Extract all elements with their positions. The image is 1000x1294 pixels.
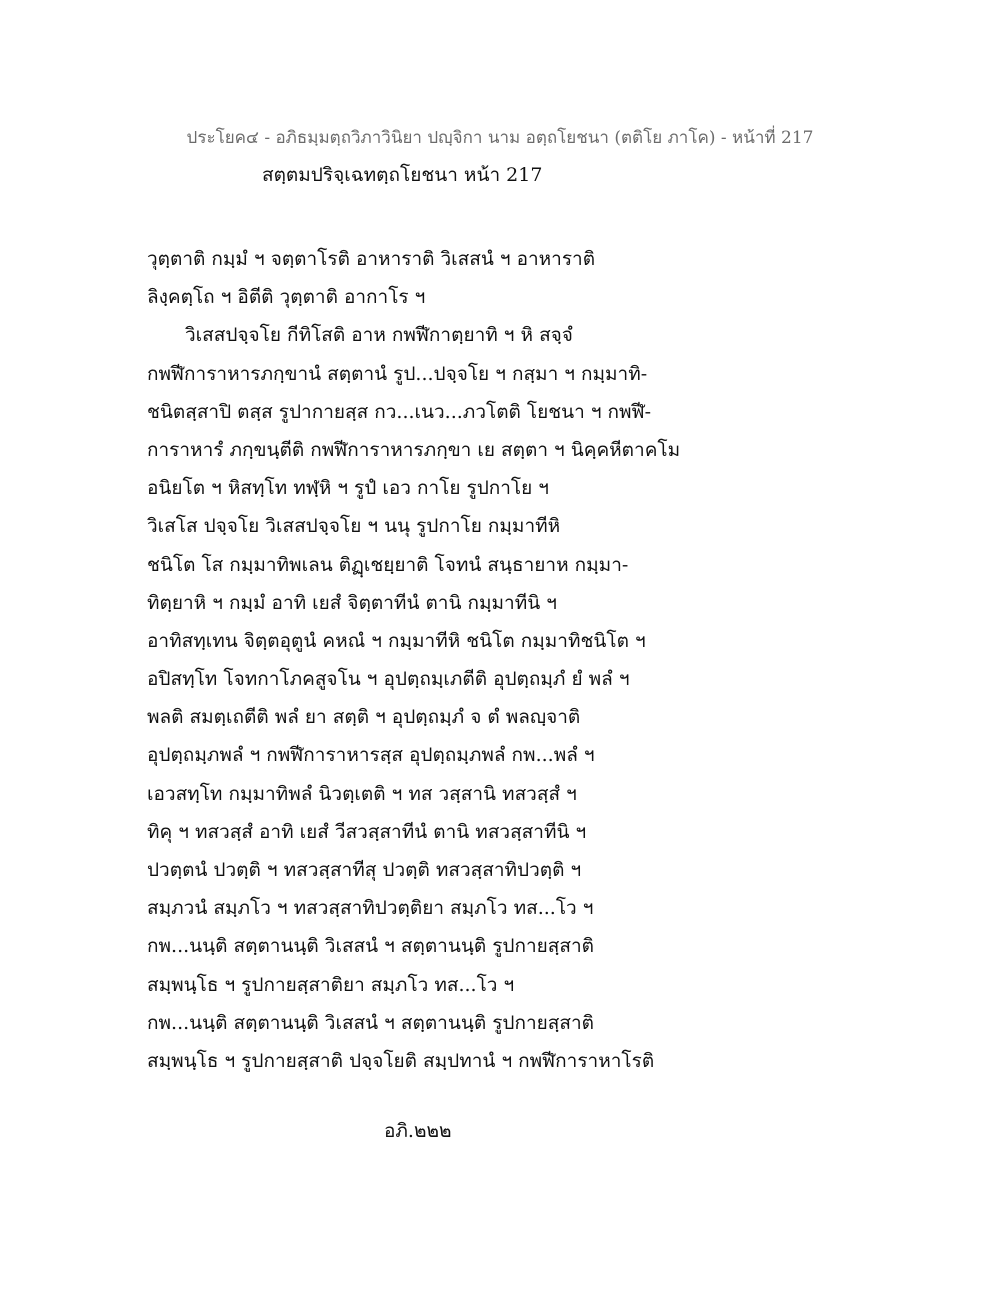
text-line: ลิงฺคตฺโถ ฯ อิตีติ วุตฺตาติ อากาโร ฯ (147, 286, 426, 309)
text-line: ชนิตสฺสาปิ ตสฺส รูปากายสฺส กว...เนว...ภวโตติ โยชนา ฯ กพฬี- (147, 400, 651, 423)
text-line: อปิสทฺโท โจทกาโภคสูจโน ฯ อุปตฺถมฺเภตีติ อุปตฺถมฺภํ ยํ พลํ ฯ (147, 668, 630, 691)
text-line: สมฺพนฺโธ ฯ รูปกายสฺสาติยา สมฺภโว ทส...โว ฯ (147, 973, 515, 996)
text-line: ชนิโต โส กมฺมาทิพเลน ติฏฺเชยฺยาติ โจทนํ สนฺธายาห กมฺมา- (147, 553, 629, 576)
text-line: วิเสสปจฺจโย กีทิโสติ อาห กพฬีกาตฺยาทิ ฯ หิ สจฺจํ (185, 324, 573, 347)
text-line: อนิยโต ฯ หิสทฺโท ทฬฺหิ ฯ รูปํ เอว กาโย รูปกาโย ฯ (147, 477, 549, 500)
text-line: การาหารํ ภกฺขนฺตีติ กพฬีการาหารภกฺขา เย สตฺตา ฯ นิคฺคหีตาคโม (147, 438, 681, 461)
running-header-text: ประโยค๔ - อภิธมฺมตฺถวิภาวินิยา ปญฺจิกา นาม อตฺถโยชนา (ตติโย ภาโค) - หน้าที่ 217 (186, 128, 814, 148)
text-line: ปวตฺตนํ ปวตฺติ ฯ ทสวสฺสาทีสุ ปวตฺติ ทสวสฺสาทิปวตฺติ ฯ (147, 859, 582, 881)
text-line: เอวสทฺโท กมฺมาทิพลํ นิวตฺเตติ ฯ ทส วสฺสานิ ทสวสฺสํ ฯ (147, 782, 577, 805)
text-line: วุตฺตาติ กมฺมํ ฯ จตฺตาโรติ อาหาราติ วิเสสนํ ฯ อาหาราติ (147, 248, 596, 270)
page-footer: อภิ.๒๒๒ (384, 1120, 452, 1142)
text-line: วิเสโส ปจฺจโย วิเสสปจฺจโย ฯ นนุ รูปกาโย กมฺมาทีหิ (147, 515, 561, 538)
text-line: อุปตฺถมฺภพลํ ฯ กพฬีการาหารสฺส อุปตฺถมฺภพลํ กพ...พลํ ฯ (147, 744, 595, 767)
text-line: ทิตฺยาหิ ฯ กมฺมํ อาทิ เยสํ จิตฺตาทีนํ ตานิ กมฺมาทีนิ ฯ (147, 591, 557, 614)
body-text (147, 240, 707, 1080)
section-header: สตฺตมปริจฺเฉทตฺถโยชนา หน้า 217 (262, 164, 543, 186)
text-line: กพ...นนฺติ สตฺตานนฺติ วิเสสนํ ฯ สตฺตานนฺติ รูปกายสฺสาติ (147, 935, 594, 958)
text-line: สมฺพนฺโธ ฯ รูปกายสฺสาติ ปจฺจโยติ สมฺปทานํ ฯ กพฬีการาหาโรติ (147, 1049, 655, 1072)
running-header (0, 124, 1000, 151)
text-line: สมฺภวนํ สมฺภโว ฯ ทสวสฺสาทิปวตฺติยา สมฺภโว ทส...โว ฯ (147, 897, 594, 920)
text-line: พลติ สมตฺเถตีติ พลํ ยา สตฺติ ฯ อุปตฺถมฺภํ จ ตํ พลญฺจาติ (147, 706, 581, 729)
text-line: กพฬีการาหารภกฺขานํ สตฺตานํ รูป...ปจฺจโย ฯ กสฺมา ฯ กมฺมาทิ- (147, 362, 648, 385)
text-line: ทิคุ ฯ ทสวสฺสํ อาทิ เยสํ วีสวสฺสาทีนํ ตานิ ทสวสฺสาทีนิ ฯ (147, 820, 587, 843)
text-line: อาทิสทฺเทน จิตฺตอุตูนํ คหณํ ฯ กมฺมาทีหิ ชนิโต กมฺมาทิชนิโต ฯ (147, 629, 646, 652)
text-line: กพ...นนฺติ สตฺตานนฺติ วิเสสนํ ฯ สตฺตานนฺติ รูปกายสฺสาติ (147, 1011, 594, 1034)
